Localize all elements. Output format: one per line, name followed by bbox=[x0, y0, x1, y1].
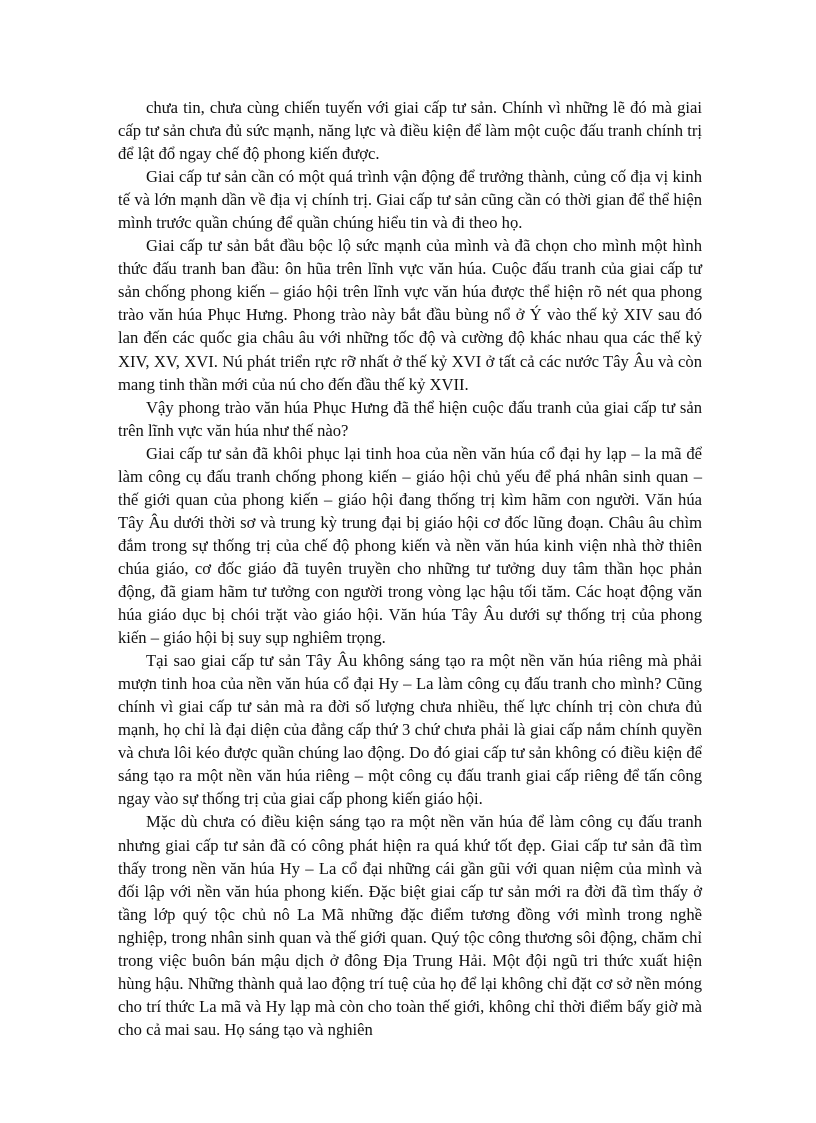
body-text bbox=[118, 96, 702, 1041]
paragraph: Vậy phong trào văn húa Phục Hưng đã thể hiện cuộc đấu tranh của giai cấp tư sản trên lĩnh vực văn húa như thế nào? bbox=[118, 397, 702, 440]
paragraph: Giai cấp tư sản bắt đầu bộc lộ sức mạnh của mình và đã chọn cho mình một hình thức đấu tranh ban đầu: ôn hũa trên lĩnh vực văn húa. Cuộc đấu tranh của giai cấp tư sản chống phong kiến – giáo hội trên lĩnh vực văn húa được thể hiện rõ nét qua phong trào văn húa Phục Hưng. Phong trào này bắt đầu bùng nổ ở Ý vào thế kỷ XIV sau đó lan đến các quốc gia châu âu với những tốc độ và cường độ khác nhau qua các thế kỷ XIV, XV, XVI. Nú phát triển rực rỡ nhất ở thế kỷ XVI ở tất cả các nước Tây Âu và còn mang tinh thần mới của nú cho đến đầu thế kỷ XVII. bbox=[118, 236, 702, 394]
paragraph: chưa tin, chưa cùng chiến tuyến với giai cấp tư sản. Chính vì những lẽ đó mà giai cấp tư sản chưa đủ sức mạnh, năng lực và điều kiện để làm một cuộc đấu tranh chính trị để lật đổ ngay chế độ phong kiến được. bbox=[118, 98, 702, 164]
paragraph: Giai cấp tư sản đã khôi phục lại tinh hoa của nền văn húa cổ đại hy lạp – la mã để làm công cụ đấu tranh chống phong kiến – giáo hội chủ yếu để phá nhân sinh quan – thế giới quan của phong kiến – giáo hội đang thống trị kìm hãm con người. Văn húa Tây Âu dưới thời sơ và trung kỳ trung đại bị giáo hội cơ đốc lũng đoạn. Châu âu chìm đắm trong sự thống trị của chế độ phong kiến và nền văn húa kinh viện nhà thờ thiên chúa giáo, cơ đốc giáo đã tuyên truyền cho những tư tưởng duy tâm thần học phản động, đã giam hãm tư tưởng con người trong vòng lạc hậu tối tăm. Các hoạt động văn húa giáo dục bị chói trặt vào giáo hội. Văn húa Tây Âu dưới sự thống trị của phong kiến – giáo hội bị suy sụp nghiêm trọng. bbox=[118, 443, 702, 648]
paragraph: Giai cấp tư sản cần có một quá trình vận động để trưởng thành, củng cố địa vị kinh tế và lớn mạnh dần về địa vị chính trị. Giai cấp tư sản cũng cần có thời gian để thể hiện mình trước quần chúng để quần chúng hiểu tin và đi theo họ. bbox=[118, 167, 702, 233]
paragraph: Tại sao giai cấp tư sản Tây Âu không sáng tạo ra một nền văn húa riêng mà phải mượn tinh hoa của nền văn húa cổ đại Hy – La làm công cụ đấu tranh cho mình? Cũng chính vì giai cấp tư sản mà ra đời số lượng chưa nhiều, thế lực chính trị còn chưa đủ mạnh, họ chỉ là đại diện của đẳng cấp thứ 3 chứ chưa phải là giai cấp nắm chính quyền và chưa lôi kéo được quần chúng lao động. Do đó giai cấp tư sản không có điều kiện để sáng tạo ra một nền văn húa riêng – một công cụ đấu tranh giai cấp riêng để tấn công ngay vào sự thống trị của giai cấp phong kiến giáo hội. bbox=[118, 651, 702, 809]
paragraph: Mặc dù chưa có điều kiện sáng tạo ra một nền văn húa để làm công cụ đấu tranh nhưng giai cấp tư sản đã có công phát hiện ra quá khứ tốt đẹp. Giai cấp tư sản đã tìm thấy trong nền văn húa Hy – La cổ đại những cái gần gũi với quan niệm của mình và đối lập với nền văn húa phong kiến. Đặc biệt giai cấp tư sản mới ra đời đã tìm thấy ở tầng lớp quý tộc chủ nô La Mã những đặc điểm tương đồng với mình trong nghề nghiệp, trong nhân sinh quan và thế giới quan. Quý tộc công thương sôi động, chăm chỉ trong việc buôn bán mậu dịch ở đông Địa Trung Hải. Một đội ngũ tri thức xuất hiện hùng hậu. Những thành quả lao động trí tuệ của họ để lại không chỉ đặt cơ sở nền móng cho trí thức La mã và Hy lạp mà còn cho toàn thế giới, không chỉ thời điểm bấy giờ mà cho cả mai sau. Họ sáng tạo và nghiên bbox=[118, 812, 702, 1039]
